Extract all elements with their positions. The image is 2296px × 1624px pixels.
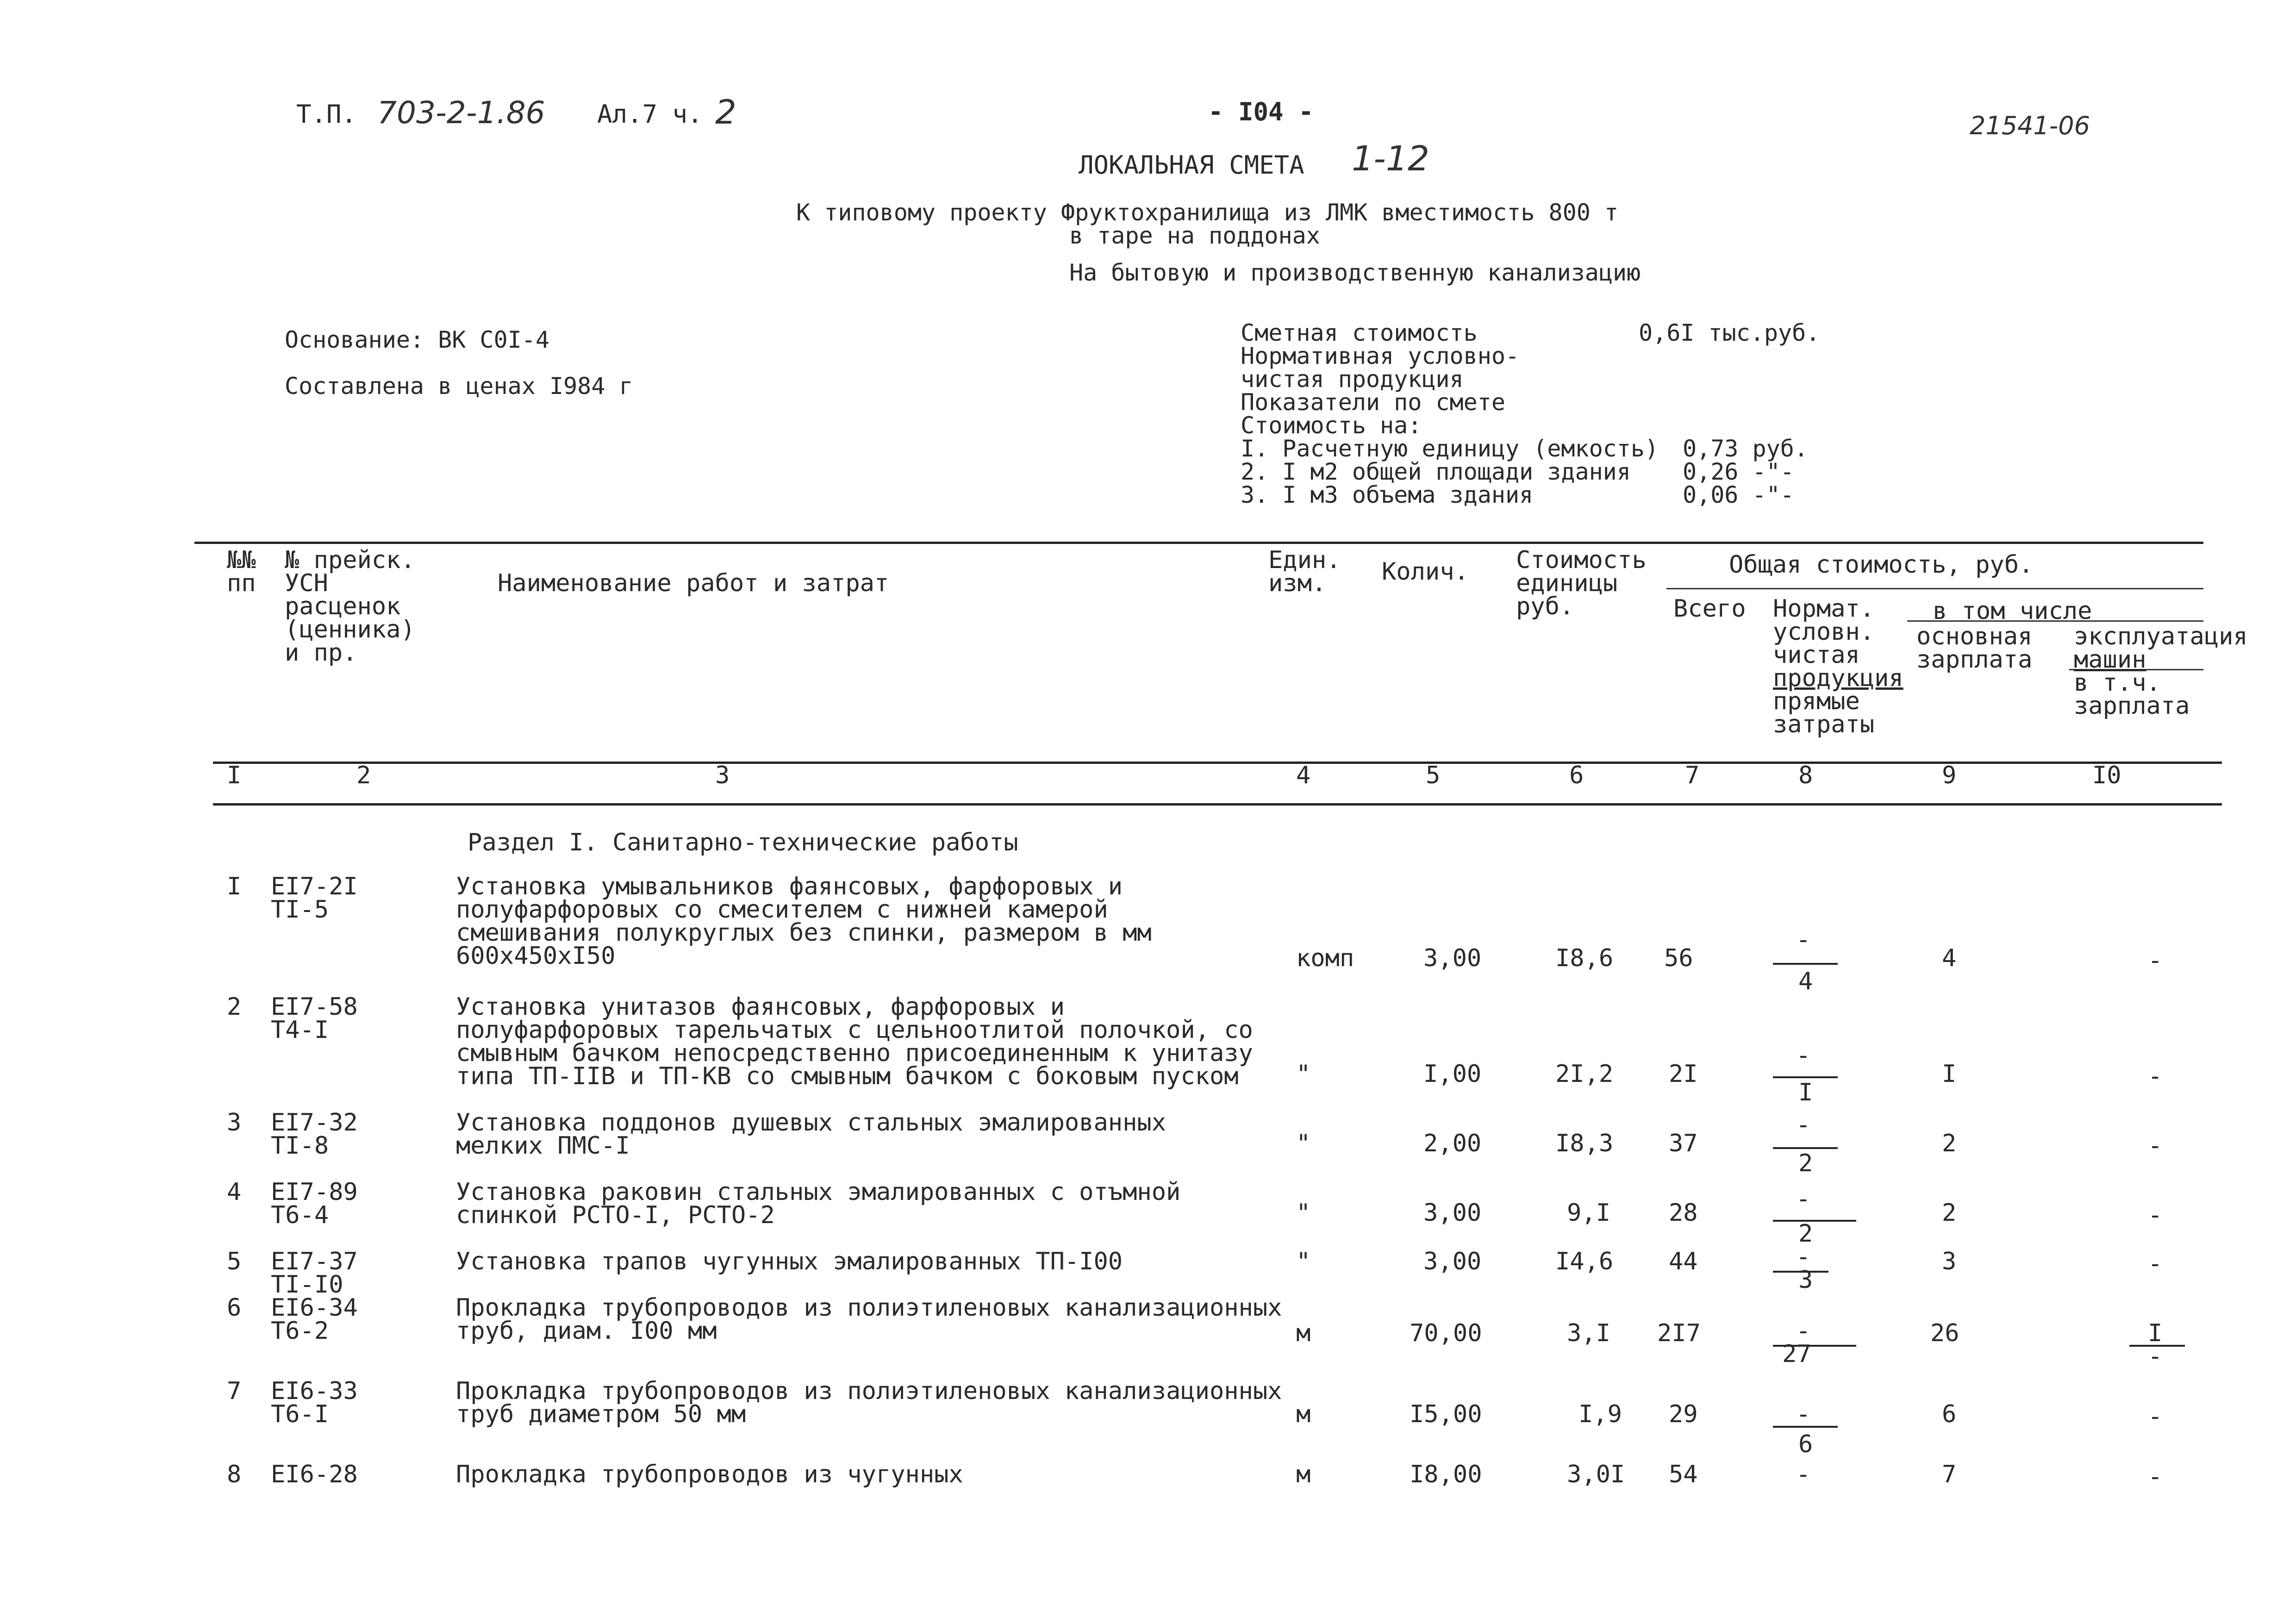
- header-total-group: Общая стоимость, руб.: [1729, 551, 2034, 579]
- table-row-num: 5: [227, 1248, 242, 1275]
- table-row-name: Установка умывальников фаянсовых, фарфоровых и полуфарфоровых со смесителем с нижней камерой смешивания полукруглых без спинки, размером в мм 600х450хI50: [456, 873, 1152, 970]
- project-number: 703-2-1.86: [377, 95, 545, 131]
- table-row-qty: 2,00: [1423, 1130, 1482, 1157]
- colnum-2: 2: [356, 762, 371, 789]
- table-row-name: Прокладка трубопроводов из полиэтиленовых канализационных труб диаметром 50 мм: [456, 1377, 1282, 1428]
- table-row-norm-bottom: 2: [1798, 1149, 1813, 1177]
- table-row-unit-cost: I8,3: [1555, 1130, 1614, 1157]
- summary-cost-label: Сметная стоимость: [1241, 319, 1478, 346]
- table-row-code: ЕI6-33 Т6-I: [271, 1377, 358, 1428]
- table-row-num: I: [227, 873, 242, 900]
- header-col-machines-b: машин: [2074, 646, 2146, 674]
- table-row-machines: -: [2148, 1403, 2163, 1430]
- table-row-unit: комп: [1296, 944, 1354, 972]
- header-col-machines-c: в т.ч. зарплата: [2074, 669, 2190, 720]
- summary-item3-label: 3. I м3 объема здания: [1241, 481, 1534, 508]
- table-row-unit-cost: I4,6: [1555, 1248, 1614, 1275]
- table-row-unit-cost: I,9: [1578, 1400, 1622, 1428]
- table-row-wage: 7: [1942, 1461, 1957, 1488]
- table-row-qty: 3,00: [1423, 1199, 1482, 1227]
- table-row-unit-cost: 2I,2: [1555, 1060, 1614, 1088]
- summary-item1-value: 0,73 руб.: [1683, 435, 1808, 462]
- table-row-machines-top: I: [2148, 1319, 2163, 1347]
- subtitle-line3: На бытовую и производственную канализацию: [1069, 259, 1641, 286]
- project-ref: Т.П.: [296, 100, 357, 129]
- colnum-4: 4: [1296, 762, 1311, 789]
- header-col-wage: основная зарплата: [1916, 623, 2033, 674]
- doc-code: 21541-06: [1970, 111, 2090, 140]
- summary-line2: Нормативная условно-: [1241, 343, 1520, 369]
- table-row-unit: м: [1296, 1400, 1311, 1428]
- table-row-unit-cost: 9,I: [1567, 1199, 1610, 1227]
- table-row-unit: м: [1296, 1319, 1311, 1347]
- table-row-norm-top: -: [1796, 1243, 1811, 1271]
- fraction-bar: [1773, 1147, 1838, 1149]
- table-row-machines: -: [2148, 1250, 2163, 1278]
- header-incl-group: в том числе: [1933, 597, 2092, 625]
- table-row-norm-bottom: 3: [1798, 1266, 1813, 1294]
- table-row-code: ЕI7-32 ТI-8: [271, 1109, 358, 1160]
- table-row-code: ЕI7-37 ТI-I0: [271, 1248, 358, 1299]
- table-row-unit-cost: 3,0I: [1567, 1461, 1625, 1488]
- table-row-name: Установка поддонов душевых стальных эмалированных мелких ПМС-I: [456, 1109, 1167, 1160]
- table-top-rule: [194, 542, 2203, 544]
- table-row-norm-top: -: [1796, 1400, 1811, 1428]
- header-col-machines-a: эксплуатация: [2074, 623, 2248, 650]
- subtitle-line1: К типовому проекту Фруктохранилища из ЛМК вместимость 800 т: [796, 199, 1619, 226]
- album-part: 2: [715, 93, 736, 131]
- table-row-name: Установка трапов чугунных эмалированных ТП-I00: [456, 1248, 1123, 1275]
- summary-item3-value: 0,06 -"-: [1683, 481, 1794, 508]
- header-col-unit-cost: Стоимость единицы руб.: [1516, 546, 1647, 620]
- table-row-unit: ": [1296, 1060, 1311, 1088]
- table-row-wage: 2: [1942, 1130, 1957, 1157]
- table-row-total: 28: [1669, 1199, 1698, 1227]
- header-col-code: № прейск. УСН расценок (ценника) и пр.: [285, 546, 415, 667]
- table-row-code: ЕI7-2I ТI-5: [271, 873, 358, 924]
- summary-line4: Показатели по смете: [1241, 389, 1505, 416]
- page-title: ЛОКАЛЬНАЯ СМЕТА: [1079, 150, 1304, 180]
- basis-line: Основание: ВК С0I-4: [285, 326, 549, 353]
- table-row-qty: 70,00: [1410, 1319, 1482, 1347]
- table-row-num: 8: [227, 1461, 242, 1488]
- table-row-norm-bottom: 6: [1798, 1430, 1813, 1458]
- table-row-name: Прокладка трубопроводов из чугунных: [456, 1461, 963, 1488]
- table-row-unit-cost: I8,6: [1555, 944, 1614, 972]
- colnum-5: 5: [1426, 762, 1441, 789]
- header-col-num: №№ пп: [227, 546, 256, 597]
- summary-item2-value: 0,26 -"-: [1683, 458, 1794, 485]
- header-col-name: Наименование работ и затрат: [498, 569, 889, 597]
- fraction-bar: [1773, 1426, 1838, 1428]
- table-row-wage: 4: [1942, 944, 1957, 972]
- table-row-unit: ": [1296, 1130, 1311, 1157]
- prices-line: Составлена в ценах I984 г: [285, 373, 633, 400]
- table-row-machines: -: [2148, 1463, 2163, 1491]
- table-row-unit: ": [1296, 1248, 1311, 1275]
- header-col-norm-a: Нормат. условн. чистая: [1773, 595, 1875, 669]
- subtitle-line2: в таре на поддонах: [1069, 222, 1320, 249]
- table-row-wage: 6: [1942, 1400, 1957, 1428]
- colnum-bottom-rule: [213, 803, 2222, 806]
- table-row-num: 7: [227, 1377, 242, 1405]
- table-row-unit: м: [1296, 1461, 1311, 1488]
- table-row-unit: ": [1296, 1199, 1311, 1227]
- table-row-num: 6: [227, 1294, 242, 1322]
- summary-cost-value: 0,6I тыс.руб.: [1639, 319, 1820, 346]
- table-row-name: Установка раковин стальных эмалированных с отъмной спинкой РСТО-I, РСТО-2: [456, 1178, 1181, 1229]
- summary-item2-label: 2. I м2 общей площади здания: [1241, 458, 1631, 485]
- table-row-norm-bottom: 4: [1798, 968, 1813, 995]
- fraction-bar: [1773, 1220, 1856, 1222]
- colnum-1: I: [227, 762, 242, 789]
- table-row-total: 56: [1664, 944, 1693, 972]
- table-row-num: 3: [227, 1109, 242, 1137]
- table-row-code: ЕI6-28: [271, 1461, 358, 1488]
- table-row-name: Установка унитазов фаянсовых, фарфоровых и полуфарфоровых тарельчатых с цельноотлитой полочкой, со смывным бачком непосредственно присоединенным к унитазу типа ТП-IIВ и ТП-КВ со смывным бачком с боковым пуском: [456, 993, 1253, 1090]
- table-row-qty: 3,00: [1423, 1248, 1482, 1275]
- table-row-total: 54: [1669, 1461, 1698, 1488]
- table-row-num: 2: [227, 993, 242, 1021]
- colnum-10: I0: [2092, 762, 2121, 789]
- table-row-qty: 3,00: [1423, 944, 1482, 972]
- section-title: Раздел I. Санитарно-технические работы: [468, 829, 1018, 856]
- table-row-qty: I5,00: [1410, 1400, 1482, 1428]
- colnum-7: 7: [1685, 762, 1700, 789]
- table-row-unit-cost: 3,I: [1567, 1319, 1610, 1347]
- table-row-wage: 26: [1930, 1319, 1959, 1347]
- table-row-norm-bottom: 27: [1782, 1340, 1811, 1368]
- table-row-total: 44: [1669, 1248, 1698, 1275]
- table-row-machines-bottom: -: [2148, 1343, 2163, 1370]
- page-number: - I04 -: [1208, 97, 1314, 126]
- album-label: Ал.7 ч.: [597, 100, 703, 129]
- table-row-machines: -: [2148, 947, 2163, 974]
- table-row-code: ЕI7-58 Т4-I: [271, 993, 358, 1044]
- header-col-norm-b: продукция: [1773, 664, 1903, 692]
- table-row-qty: I8,00: [1410, 1461, 1482, 1488]
- table-row-wage: 2: [1942, 1199, 1957, 1227]
- table-row-wage: I: [1942, 1060, 1957, 1088]
- fraction-bar: [1773, 963, 1838, 965]
- table-row-norm-top: -: [1796, 1317, 1811, 1345]
- table-row-norm-top: -: [1796, 1185, 1811, 1213]
- colnum-6: 6: [1569, 762, 1584, 789]
- table-row-machines: -: [2148, 1132, 2163, 1160]
- table-row-norm-top: -: [1796, 1042, 1811, 1069]
- table-row-machines: -: [2148, 1062, 2163, 1090]
- summary-line3: чистая продукция: [1241, 366, 1464, 393]
- summary-item1-label: I. Расчетную единицу (емкость): [1241, 435, 1659, 462]
- header-col-qty: Колич.: [1382, 558, 1469, 586]
- table-row-total: 2I: [1669, 1060, 1698, 1088]
- fraction-bar: [1773, 1076, 1838, 1078]
- header-col-norm-c: прямые затраты: [1773, 687, 1875, 738]
- header-col-unit: Един. изм.: [1268, 546, 1341, 597]
- table-row-total: 29: [1669, 1400, 1698, 1428]
- table-row-name: Прокладка трубопроводов из полиэтиленовых канализационных труб, диам. I00 мм: [456, 1294, 1282, 1345]
- table-row-norm-top: -: [1796, 1461, 1811, 1488]
- colnum-3: 3: [715, 762, 730, 789]
- table-row-norm-bottom: 2: [1798, 1220, 1813, 1248]
- colnum-9: 9: [1942, 762, 1957, 789]
- table-row-code: ЕI6-34 Т6-2: [271, 1294, 358, 1345]
- table-row-wage: 3: [1942, 1248, 1957, 1275]
- header-col-total: Всего: [1673, 595, 1746, 623]
- total-group-rule: [1666, 588, 2203, 589]
- header-bottom-rule: [213, 762, 2222, 764]
- table-row-code: ЕI7-89 Т6-4: [271, 1178, 358, 1229]
- colnum-8: 8: [1798, 762, 1813, 789]
- table-row-machines: -: [2148, 1201, 2163, 1229]
- table-row-total: 37: [1669, 1130, 1698, 1157]
- table-row-num: 4: [227, 1178, 242, 1206]
- table-row-norm-top: -: [1796, 1111, 1811, 1139]
- estimate-number: 1-12: [1352, 139, 1429, 179]
- table-row-total: 2I7: [1657, 1319, 1701, 1347]
- table-row-qty: I,00: [1423, 1060, 1482, 1088]
- table-row-norm-bottom: I: [1798, 1079, 1813, 1106]
- table-row-norm-top: -: [1796, 926, 1811, 954]
- summary-line5: Стоимость на:: [1241, 412, 1422, 439]
